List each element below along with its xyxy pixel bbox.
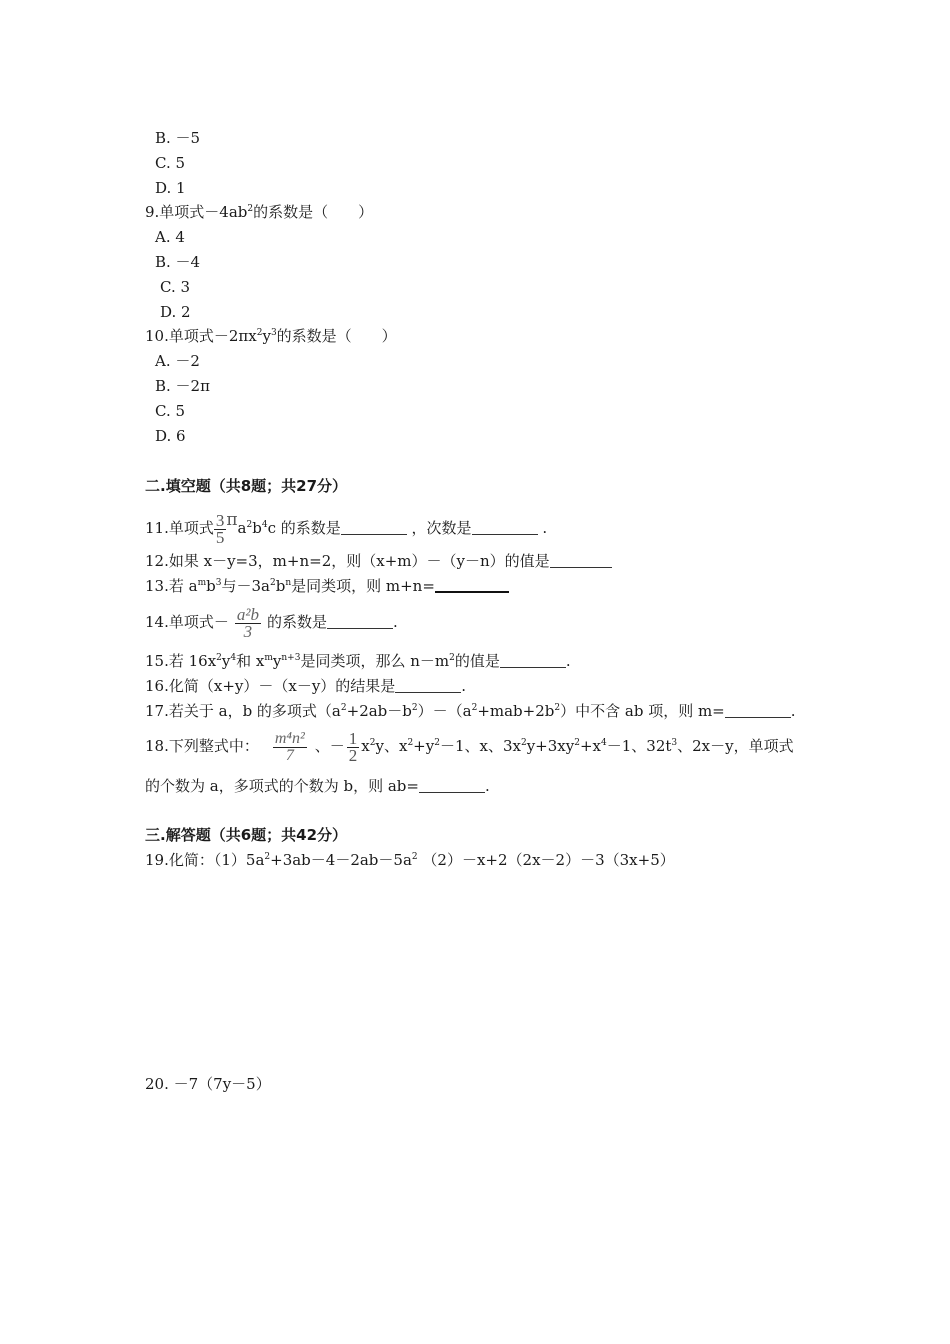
q16-stem: 16.化简（x+y）－（x－y）的结果是 . [145, 677, 467, 695]
q12-blank[interactable] [550, 553, 612, 568]
section-2-title: 二.填空题（共8题；共27分） [145, 477, 348, 495]
q17-stem: 17.若关于 a，b 的多项式$(a^2+2ab-b^2)-(a^2+mab+2b^2)$中不含 ab 项，则 m= . [145, 702, 796, 720]
q18-blank[interactable] [419, 778, 485, 793]
q10-option-b: B. －2π [155, 377, 210, 395]
q10-option-d: D. 6 [155, 427, 186, 445]
q18-fraction-1: $\frac{\text{m⁴n²}}{7}$ [274, 729, 305, 764]
q15-stem: 15.若 $16x^2y^4$和 $x^my^{n+3}$是同类项，那么 $n-m^2$的值是 . [145, 652, 571, 670]
q8-option-d: D. 1 [155, 179, 186, 197]
q11-fraction: $\frac{3}{5}$ [215, 510, 225, 547]
q14-fraction: $\frac{\text{a²b}}{3}$ [236, 604, 259, 641]
q9-stem: 9.单项式$-4ab^2$的系数是（ ） [145, 203, 374, 221]
q15-blank[interactable] [500, 653, 566, 668]
q17-blank[interactable] [725, 703, 791, 718]
q13-blank[interactable] [435, 577, 509, 593]
q10-option-a: A. －2 [155, 352, 200, 370]
q11-stem: 11.单项式 $\frac{3}{5}$ $\pi a^2b^4c$ 的系数是 ，次数是 . [145, 510, 548, 547]
q10-option-c: C. 5 [155, 402, 186, 420]
q18-stem: 18.下列整式中： $\frac{\text{m⁴n²}}{7}$ 、－ $\frac{1}{2}$ $x^2y$、$x^2+y^2-1$、x、$3x^2y+3xy^2+x^4-1$、$32t^3$、2x－y，单项式 [145, 728, 794, 765]
q13-stem: 13.若 $a^mb^3$与$-3a^2b^n$是同类项，则 m+n= [145, 576, 509, 596]
q18-stem-line-2: 的个数为 a，多项式的个数为 b，则 ab= . [145, 777, 490, 795]
q16-blank[interactable] [395, 678, 461, 693]
q11-blank-2[interactable] [472, 520, 538, 535]
q18-fraction-2: $\frac{1}{2}$ [348, 728, 358, 765]
q11-blank-1[interactable] [341, 520, 407, 535]
q9-option-a: A. 4 [155, 228, 185, 246]
q14-blank[interactable] [327, 614, 393, 629]
q19-stem: 19.化简：$(1)5a^2+3ab-4-2ab-5a^2$ （2）－x+2（2x－2）－3（3x+5） [145, 851, 675, 869]
q9-option-c: C. 3 [160, 278, 191, 296]
section-3-title: 三.解答题（共6题；共42分） [145, 826, 348, 844]
q10-stem: 10.单项式$-2\pi x^2y^3$的系数是（ ） [145, 327, 397, 345]
q20-stem: 20. －7（7y－5） [145, 1075, 271, 1093]
q8-option-c: C. 5 [155, 154, 186, 172]
q14-stem: 14.单项式－ $\frac{\text{a²b}}{3}$ 的系数是 . [145, 604, 398, 641]
q8-option-b: B. －5 [155, 129, 201, 147]
q9-option-b: B. －4 [155, 253, 201, 271]
q9-option-d: D. 2 [160, 303, 191, 321]
q12-stem: 12.如果 x－y=3，m+n=2，则（x+m）－（y－n）的值是 [145, 551, 612, 571]
